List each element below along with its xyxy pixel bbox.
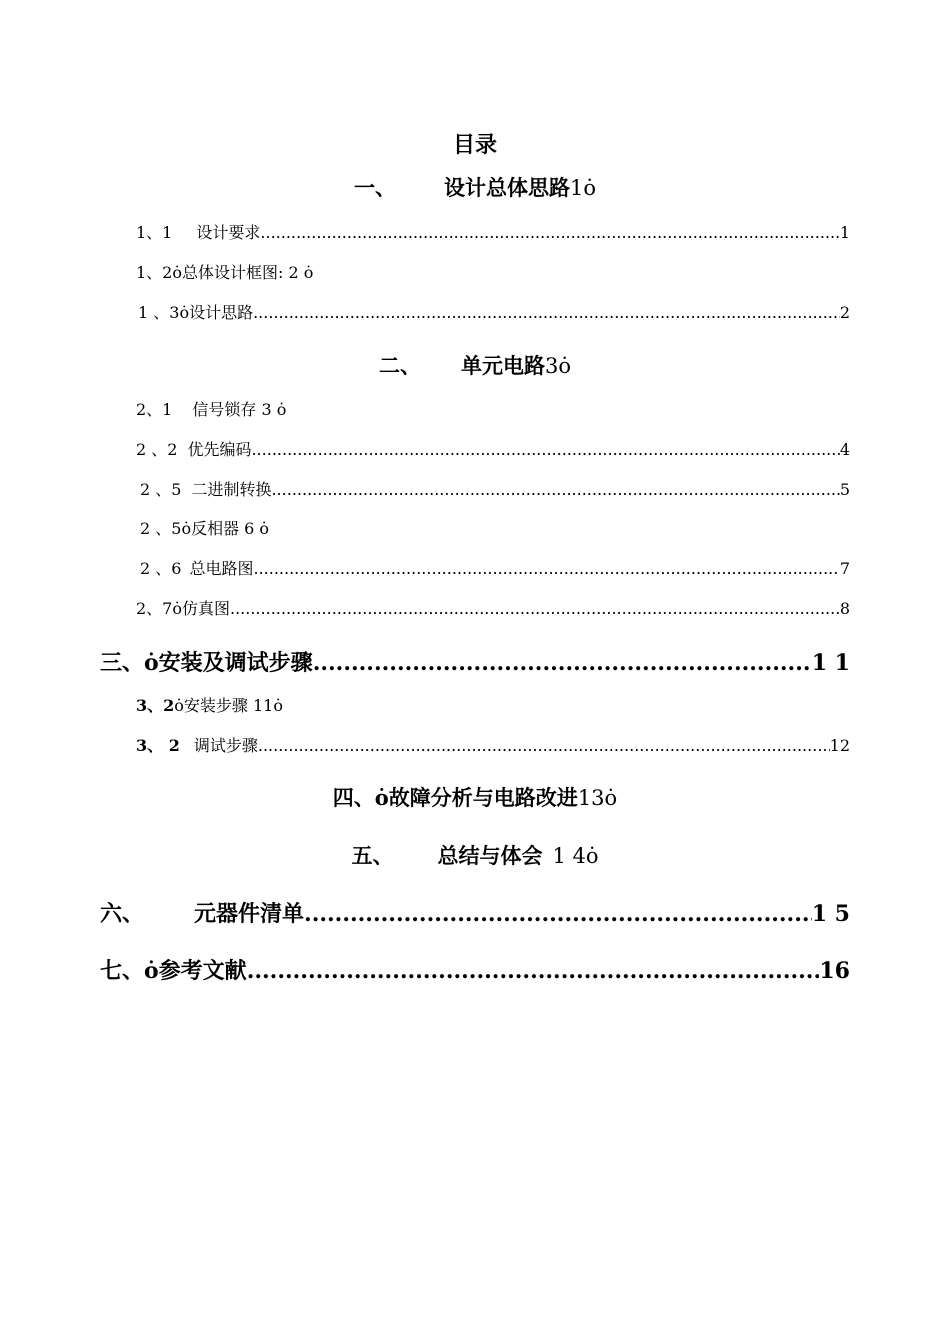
toc-section-6: 六、 元器件清单 ..... 1 5: [100, 897, 850, 928]
leader-dots: [313, 650, 812, 676]
leader-dots: [304, 901, 812, 927]
toc-entry-2-6: 2、7ȯ仿真图 ..... 8: [136, 596, 850, 619]
toc-entry-3-1: 3、2ȯ安装步骤 11ȯ: [136, 696, 283, 715]
toc-entry-3-2: 3、 2 调试步骤 ..... 12: [136, 733, 850, 756]
leader-dots: [247, 958, 820, 984]
toc-entry-2-2: 2 、2 优先编码 ..... 4: [136, 437, 850, 460]
leader-dots: [271, 480, 839, 499]
toc-title: 目录: [452, 132, 497, 158]
toc-section-5: 五、 总结与体会 1 4ȯ: [351, 843, 599, 868]
toc-entry-2-1: 2、1 信号锁存 3 ȯ: [136, 400, 287, 419]
toc-section-7: 七、ȯ参考文献 ..... 16: [100, 954, 850, 985]
toc-entry-1-1: 1、1 设计要求 ..... 1: [136, 220, 850, 243]
toc-section-4: 四、ȯ故障分析与电路改进13ȯ: [332, 785, 618, 810]
leader-dots: [253, 559, 839, 578]
toc-entry-2-5: 2 、6 总电路图 ..... 7: [140, 556, 850, 579]
toc-section-1: 一、 设计总体思路1ȯ: [353, 175, 597, 200]
leader-dots: [251, 440, 839, 459]
leader-dots: [260, 223, 839, 242]
toc-entry-2-3: 2 、5 二进制转换 ..... 5: [140, 477, 850, 500]
leader-dots: [230, 599, 840, 618]
toc-section-3: 三、ȯ安装及调试步骤 ..... 1 1: [100, 646, 850, 677]
leader-dots: [258, 736, 830, 755]
leader-dots: [253, 303, 840, 322]
toc-section-2: 二、 单元电路3ȯ: [378, 353, 572, 378]
toc-entry-1-2: 1、2ȯ总体设计框图: 2 ȯ: [136, 263, 314, 282]
toc-entry-1-3: 1 、3ȯ设计思路 ..... 2: [138, 300, 850, 323]
toc-entry-2-4: 2 、5ȯ反相器 6 ȯ: [140, 519, 270, 538]
